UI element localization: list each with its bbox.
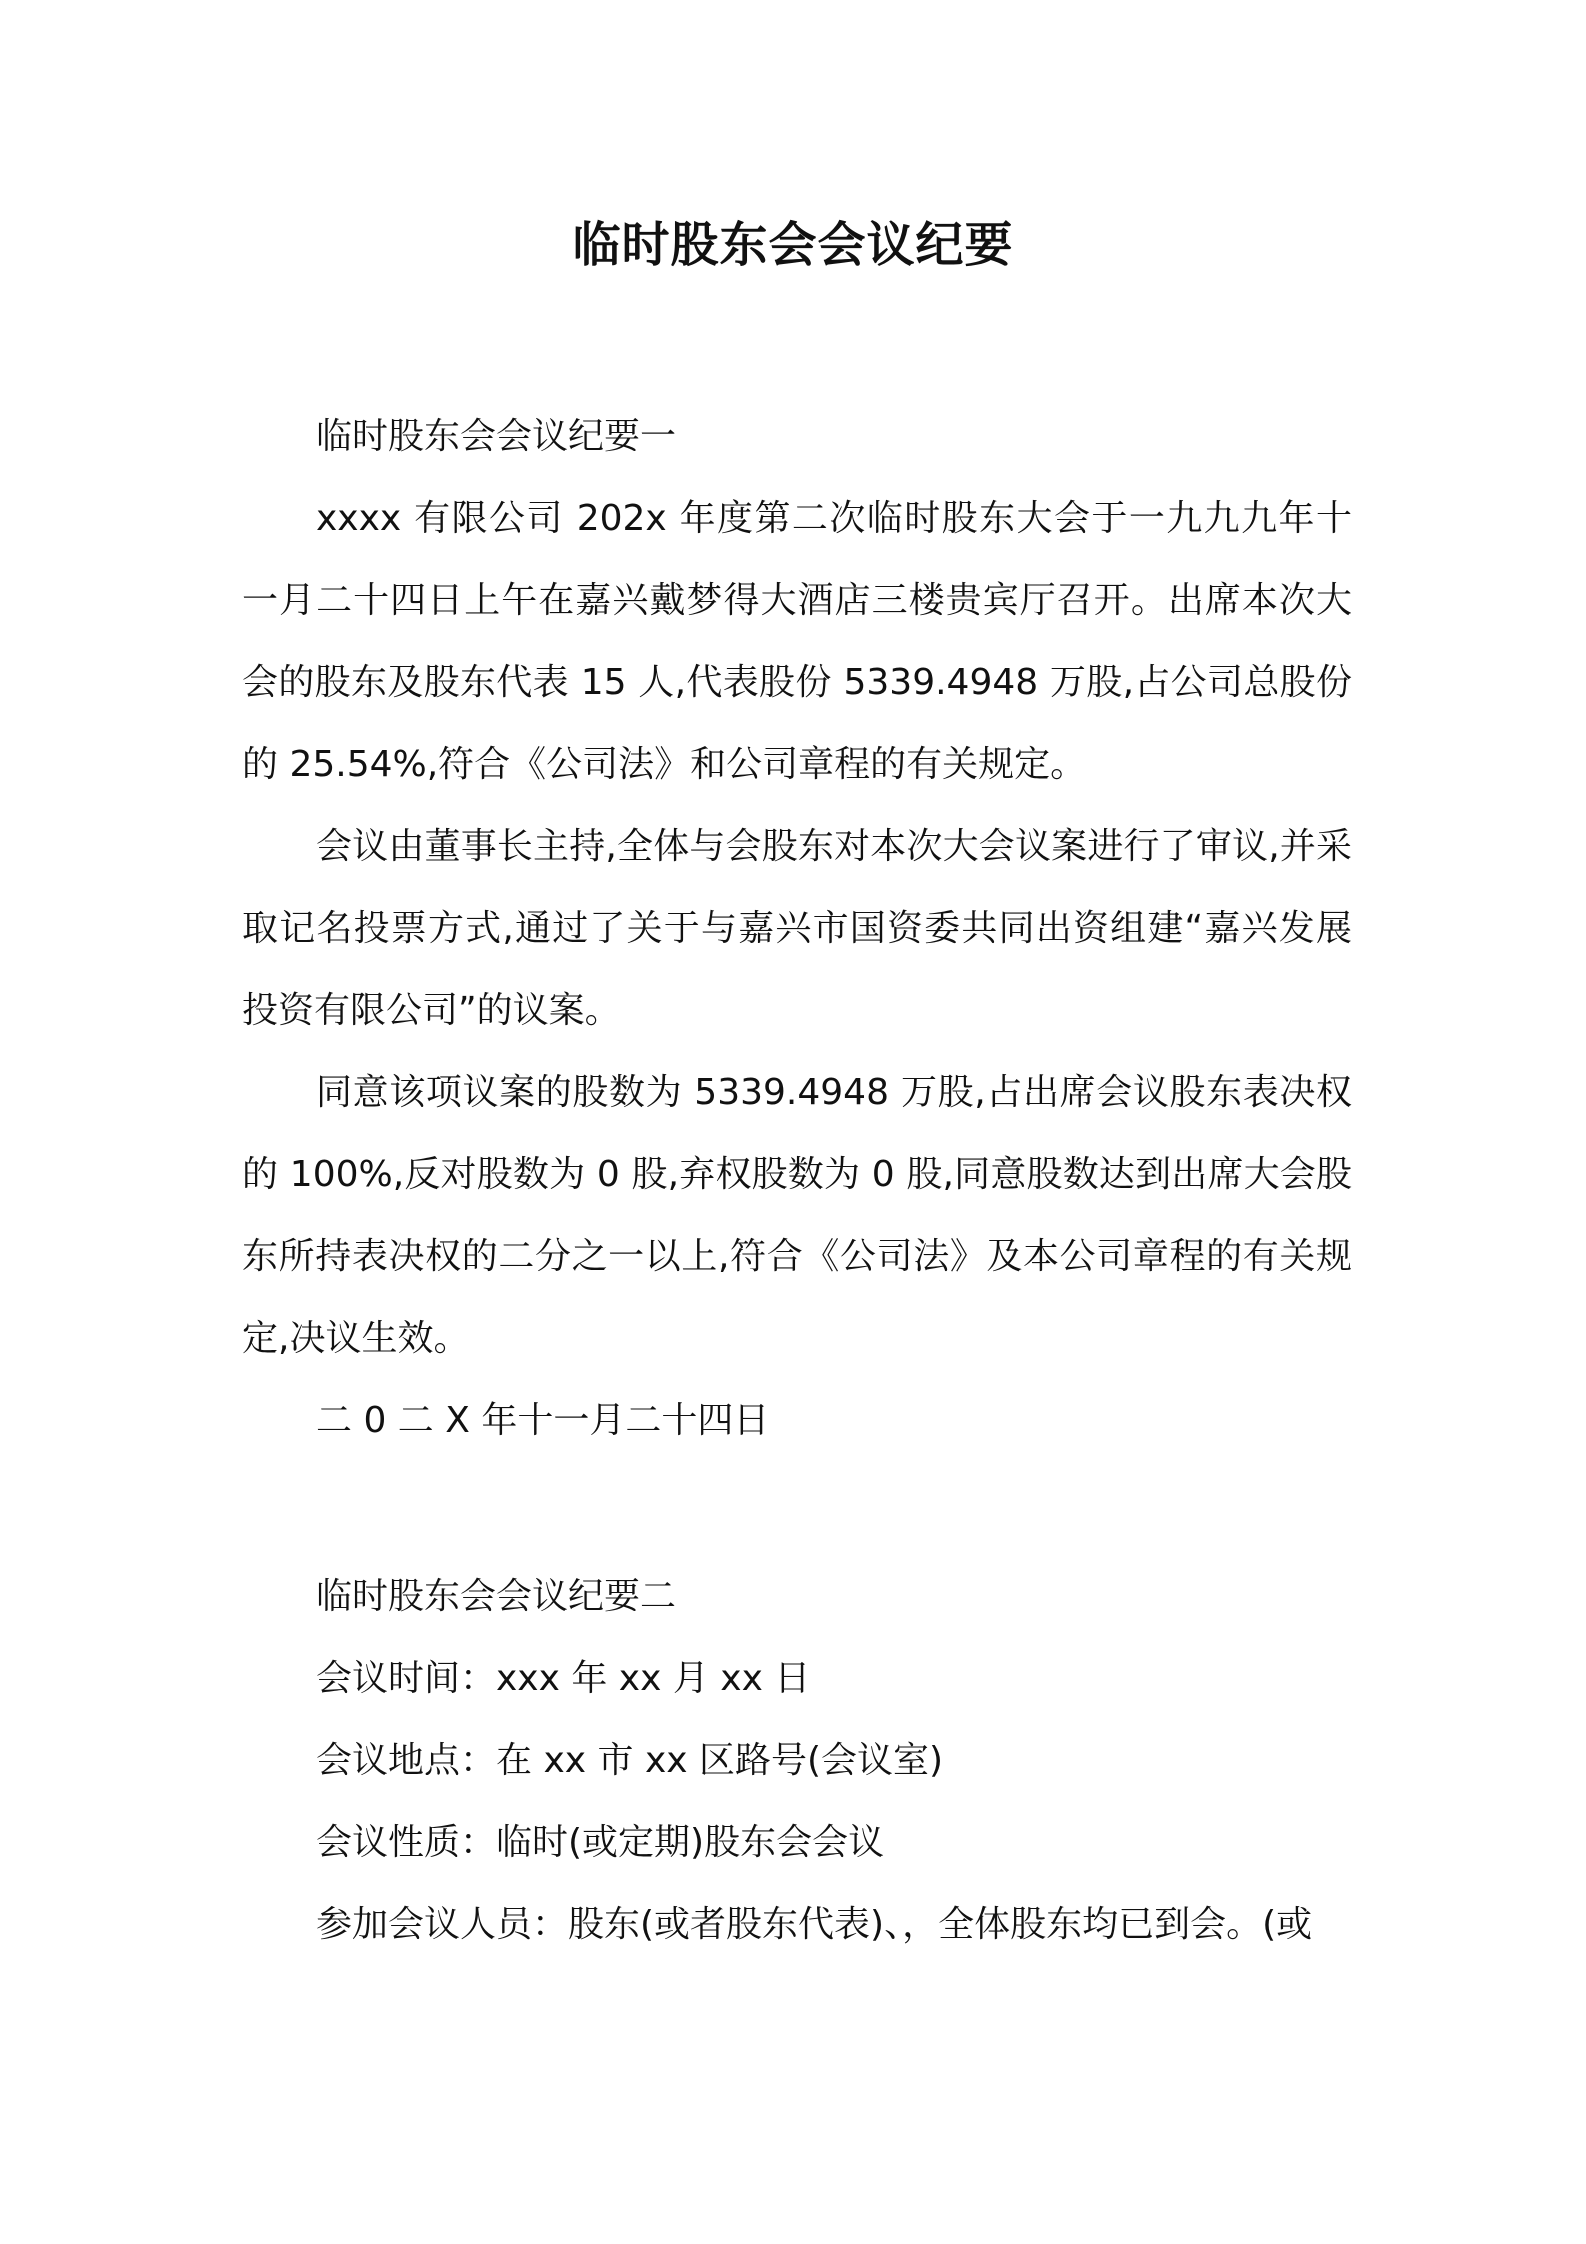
- section-1-paragraph-3: 同意该项议案的股数为 5339.4948 万股,占出席会议股东表决权的 100%,反对股数为 0 股,弃权股数为 0 股,同意股数达到出席大会股东所持表决权的二分之一以上,符合《公司法》及本公司章程的有关规定,决议生效。: [242, 1072, 1352, 1359]
- meeting-time: 会议时间：xxx 年 xx 月 xx 日: [316, 1658, 811, 1699]
- meeting-place: 会议地点：在 xx 市 xx 区路号(会议室): [316, 1740, 944, 1781]
- section-1-date: 二 0 二 X 年十一月二十四日: [316, 1400, 770, 1441]
- meeting-attendees: 参加会议人员：股东(或者股东代表)、，全体股东均已到会。(或: [316, 1904, 1313, 1945]
- section-1-heading: 临时股东会会议纪要一: [316, 416, 677, 457]
- minutes-section-2: [242, 1556, 1352, 1966]
- minutes-section-1: [242, 396, 1352, 1462]
- document-title: 临时股东会会议纪要: [572, 217, 1014, 273]
- meeting-nature: 会议性质：临时(或定期)股东会会议: [316, 1822, 885, 1863]
- section-1-paragraph-1: xxxx 有限公司 202x 年度第二次临时股东大会于一九九九年十一月二十四日上午在嘉兴戴梦得大酒店三楼贵宾厅召开。出席本次大会的股东及股东代表 15 人,代表股份 5339.4948 万股,占公司总股份的 25.54%,符合《公司法》和公司章程的有关规定。: [242, 498, 1352, 785]
- section-2-heading: 临时股东会会议纪要二: [316, 1576, 677, 1617]
- section-1-paragraph-2: 会议由董事长主持,全体与会股东对本次大会议案进行了审议,并采取记名投票方式,通过了关于与嘉兴市国资委共同出资组建“嘉兴发展投资有限公司”的议案。: [242, 826, 1352, 1031]
